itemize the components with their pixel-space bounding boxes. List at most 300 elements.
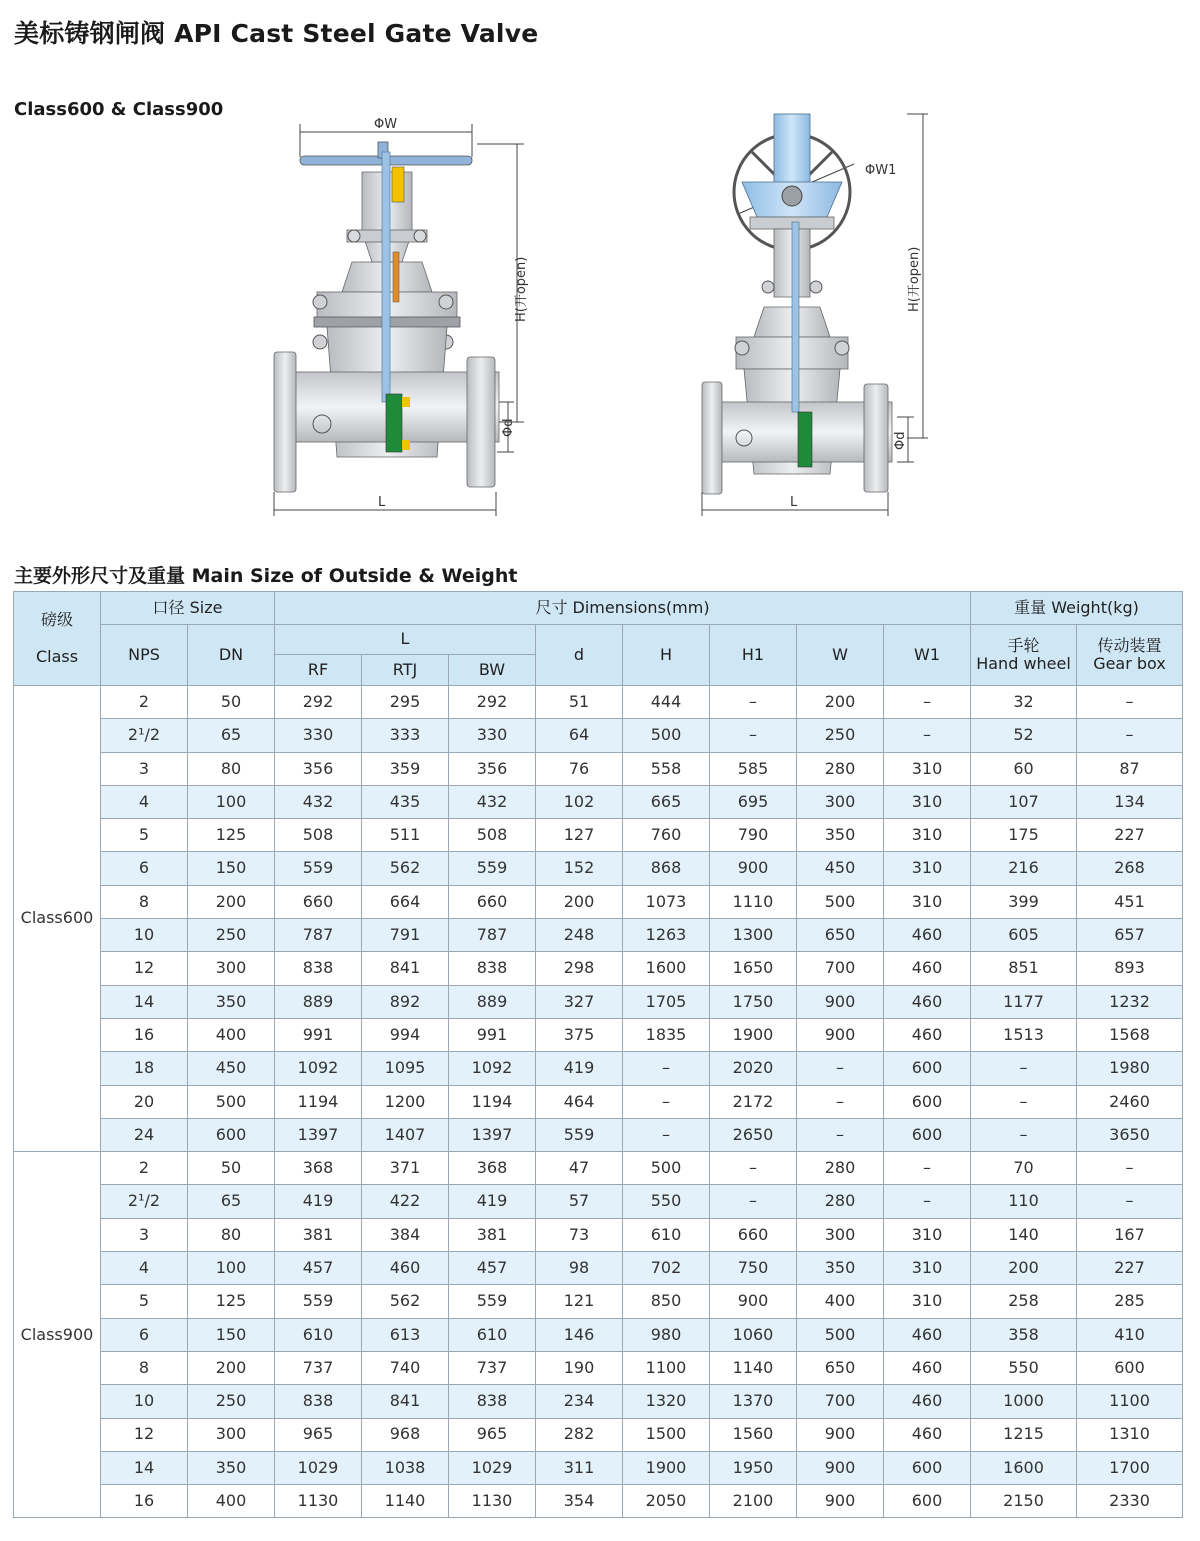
- table-cell: 24: [101, 1118, 188, 1151]
- table-cell: 330: [449, 719, 536, 752]
- table-cell: 64: [536, 719, 623, 752]
- table-cell: 310: [884, 1218, 971, 1251]
- table-cell: 511: [362, 819, 449, 852]
- table-cell: 1029: [449, 1451, 536, 1484]
- class-header: 磅级 Class: [14, 592, 101, 686]
- table-cell: 2330: [1077, 1485, 1183, 1518]
- phi-w1-label: ΦW1: [865, 163, 897, 178]
- table-cell: 500: [623, 719, 710, 752]
- table-cell: 4: [101, 785, 188, 818]
- table-cell: 368: [275, 1152, 362, 1185]
- table-cell: 1194: [449, 1085, 536, 1118]
- table-cell: 695: [710, 785, 797, 818]
- table-cell: 200: [971, 1252, 1077, 1285]
- l-label-2: L: [790, 495, 798, 510]
- table-cell: 900: [710, 1285, 797, 1318]
- table-cell: 1320: [623, 1385, 710, 1418]
- table-row: [14, 885, 1183, 918]
- table-cell: 333: [362, 719, 449, 752]
- table-cell: 1397: [449, 1118, 536, 1151]
- table-cell: 1100: [1077, 1385, 1183, 1418]
- gearbox-header: 传动装置 Gear box: [1077, 625, 1183, 686]
- table-cell: 559: [449, 1285, 536, 1318]
- table-cell: 657: [1077, 919, 1183, 952]
- table-cell: 460: [884, 919, 971, 952]
- table-cell: 381: [449, 1218, 536, 1251]
- table-cell: 889: [449, 985, 536, 1018]
- table-cell: 790: [710, 819, 797, 852]
- table-cell: 400: [797, 1285, 884, 1318]
- section-title: 主要外形尺寸及重量 Main Size of Outside & Weight: [14, 565, 518, 587]
- table-cell: 311: [536, 1451, 623, 1484]
- table-cell: 399: [971, 885, 1077, 918]
- table-cell: –: [797, 1052, 884, 1085]
- table-cell: 1397: [275, 1118, 362, 1151]
- table-cell: 310: [884, 1252, 971, 1285]
- table-cell: 6: [101, 852, 188, 885]
- table-cell: 500: [623, 1152, 710, 1185]
- table-cell: 146: [536, 1318, 623, 1351]
- table-cell: 358: [971, 1318, 1077, 1351]
- table-cell: 150: [188, 852, 275, 885]
- table-cell: 1560: [710, 1418, 797, 1451]
- table-cell: 1263: [623, 919, 710, 952]
- table-cell: 50: [188, 686, 275, 719]
- table-cell: 57: [536, 1185, 623, 1218]
- table-cell: 1092: [449, 1052, 536, 1085]
- table-cell: 1000: [971, 1385, 1077, 1418]
- table-cell: 16: [101, 1485, 188, 1518]
- table-cell: 384: [362, 1218, 449, 1251]
- table-cell: 740: [362, 1351, 449, 1384]
- table-row: [14, 1451, 1183, 1484]
- table-cell: 1513: [971, 1018, 1077, 1051]
- w-header: W: [797, 625, 884, 686]
- table-cell: 700: [797, 952, 884, 985]
- table-cell: 65: [188, 1185, 275, 1218]
- table-cell: 52: [971, 719, 1077, 752]
- table-cell: 310: [884, 852, 971, 885]
- table-cell: 508: [275, 819, 362, 852]
- table-cell: 900: [797, 1485, 884, 1518]
- table-cell: 787: [449, 919, 536, 952]
- table-cell: 460: [884, 985, 971, 1018]
- table-cell: 650: [797, 919, 884, 952]
- table-cell: 460: [884, 1351, 971, 1384]
- table-row: [14, 1318, 1183, 1351]
- table-cell: 559: [449, 852, 536, 885]
- h1-header: H1: [710, 625, 797, 686]
- table-row: [14, 1351, 1183, 1384]
- table-cell: 464: [536, 1085, 623, 1118]
- table-cell: 450: [797, 852, 884, 885]
- table-cell: –: [884, 719, 971, 752]
- table-cell: 600: [884, 1085, 971, 1118]
- table-cell: 285: [1077, 1285, 1183, 1318]
- table-cell: 460: [884, 952, 971, 985]
- table-cell: 167: [1077, 1218, 1183, 1251]
- table-cell: –: [710, 686, 797, 719]
- l-label: L: [378, 495, 386, 510]
- table-cell: 1980: [1077, 1052, 1183, 1085]
- table-cell: 3: [101, 752, 188, 785]
- table-cell: 460: [884, 1018, 971, 1051]
- table-cell: 702: [623, 1252, 710, 1285]
- table-cell: 5: [101, 819, 188, 852]
- table-cell: 32: [971, 686, 1077, 719]
- table-cell: –: [710, 719, 797, 752]
- table-cell: –: [710, 1185, 797, 1218]
- table-cell: 51: [536, 686, 623, 719]
- table-cell: –: [1077, 719, 1183, 752]
- table-cell: 600: [188, 1118, 275, 1151]
- table-row: [14, 985, 1183, 1018]
- table-cell: 665: [623, 785, 710, 818]
- table-cell: 460: [884, 1318, 971, 1351]
- table-cell: 838: [449, 952, 536, 985]
- table-cell: 2020: [710, 1052, 797, 1085]
- table-cell: 292: [449, 686, 536, 719]
- table-cell: 559: [275, 1285, 362, 1318]
- table-cell: 1060: [710, 1318, 797, 1351]
- table-cell: 375: [536, 1018, 623, 1051]
- table-cell: 419: [275, 1185, 362, 1218]
- table-cell: 900: [797, 985, 884, 1018]
- bw-header: BW: [449, 655, 536, 686]
- table-cell: 310: [884, 819, 971, 852]
- table-cell: 280: [797, 1185, 884, 1218]
- table-cell: 968: [362, 1418, 449, 1451]
- table-cell: 354: [536, 1485, 623, 1518]
- table-cell: 562: [362, 1285, 449, 1318]
- table-cell: 327: [536, 985, 623, 1018]
- table-row: [14, 785, 1183, 818]
- table-cell: 280: [797, 752, 884, 785]
- table-cell: 76: [536, 752, 623, 785]
- table-cell: 10: [101, 919, 188, 952]
- table-cell: 2460: [1077, 1085, 1183, 1118]
- table-row: [14, 1118, 1183, 1151]
- table-cell: 20: [101, 1085, 188, 1118]
- table-cell: 460: [884, 1385, 971, 1418]
- table-row: [14, 1052, 1183, 1085]
- table-row: [14, 1218, 1183, 1251]
- table-cell: 450: [188, 1052, 275, 1085]
- table-cell: 850: [623, 1285, 710, 1318]
- table-cell: 1600: [623, 952, 710, 985]
- table-cell: 6: [101, 1318, 188, 1351]
- table-cell: 600: [884, 1485, 971, 1518]
- table-cell: 1140: [710, 1351, 797, 1384]
- table-cell: 2: [101, 686, 188, 719]
- table-cell: 250: [188, 1385, 275, 1418]
- table-row: [14, 852, 1183, 885]
- phi-w-label: ΦW: [374, 117, 398, 132]
- table-cell: 991: [275, 1018, 362, 1051]
- table-cell: 300: [797, 1218, 884, 1251]
- table-cell: 2150: [971, 1485, 1077, 1518]
- table-cell: 750: [710, 1252, 797, 1285]
- h-header: H: [623, 625, 710, 686]
- table-cell: 100: [188, 785, 275, 818]
- weight-header: 重量 Weight(kg): [971, 592, 1183, 625]
- table-cell: 892: [362, 985, 449, 1018]
- table-cell: 152: [536, 852, 623, 885]
- table-cell: 2¹/2: [101, 1185, 188, 1218]
- nps-header: NPS: [101, 625, 188, 686]
- l-header: L: [275, 625, 536, 655]
- table-cell: 893: [1077, 952, 1183, 985]
- table-cell: 1200: [362, 1085, 449, 1118]
- table-cell: 1194: [275, 1085, 362, 1118]
- table-cell: 460: [362, 1252, 449, 1285]
- table-cell: 900: [710, 852, 797, 885]
- table-cell: 258: [971, 1285, 1077, 1318]
- table-cell: 1130: [275, 1485, 362, 1518]
- table-cell: 110: [971, 1185, 1077, 1218]
- table-cell: 600: [884, 1118, 971, 1151]
- table-cell: 994: [362, 1018, 449, 1051]
- table-cell: 600: [884, 1451, 971, 1484]
- table-cell: 419: [536, 1052, 623, 1085]
- table-cell: 600: [1077, 1351, 1183, 1384]
- table-cell: 508: [449, 819, 536, 852]
- table-cell: 1650: [710, 952, 797, 985]
- table-cell: 838: [275, 1385, 362, 1418]
- table-cell: 1177: [971, 985, 1077, 1018]
- table-cell: 1370: [710, 1385, 797, 1418]
- table-cell: 300: [797, 785, 884, 818]
- table-cell: 737: [275, 1351, 362, 1384]
- table-body: [14, 686, 1183, 1518]
- table-cell: 2650: [710, 1118, 797, 1151]
- table-cell: 18: [101, 1052, 188, 1085]
- table-cell: 350: [188, 985, 275, 1018]
- table-row: [14, 1018, 1183, 1051]
- table-cell: 664: [362, 885, 449, 918]
- table-cell: 350: [797, 1252, 884, 1285]
- table-cell: 1407: [362, 1118, 449, 1151]
- class-group-label: Class900: [14, 1152, 101, 1518]
- table-cell: 550: [971, 1351, 1077, 1384]
- table-cell: 422: [362, 1185, 449, 1218]
- table-cell: 1750: [710, 985, 797, 1018]
- table-cell: 562: [362, 852, 449, 885]
- table-cell: 435: [362, 785, 449, 818]
- table-cell: 50: [188, 1152, 275, 1185]
- table-cell: 1095: [362, 1052, 449, 1085]
- table-cell: 200: [188, 885, 275, 918]
- table-cell: 980: [623, 1318, 710, 1351]
- handwheel-header: 手轮 Hand wheel: [971, 625, 1077, 686]
- table-cell: 356: [275, 752, 362, 785]
- table-cell: 1073: [623, 885, 710, 918]
- table-cell: 760: [623, 819, 710, 852]
- table-cell: 47: [536, 1152, 623, 1185]
- size-weight-table: [13, 591, 1183, 1518]
- table-cell: –: [884, 1185, 971, 1218]
- table-cell: 585: [710, 752, 797, 785]
- table-cell: 838: [275, 952, 362, 985]
- class-subtitle: Class600 & Class900: [14, 99, 224, 120]
- table-cell: 400: [188, 1018, 275, 1051]
- table-cell: –: [1077, 1152, 1183, 1185]
- table-cell: 419: [449, 1185, 536, 1218]
- table-cell: 1038: [362, 1451, 449, 1484]
- table-cell: 500: [797, 885, 884, 918]
- table-cell: 200: [188, 1351, 275, 1384]
- phi-d-label: Φd: [501, 418, 516, 437]
- table-cell: 10: [101, 1385, 188, 1418]
- table-cell: 234: [536, 1385, 623, 1418]
- table-cell: 660: [275, 885, 362, 918]
- table-cell: 610: [449, 1318, 536, 1351]
- rf-header: RF: [275, 655, 362, 686]
- table-cell: 268: [1077, 852, 1183, 885]
- table-cell: –: [884, 686, 971, 719]
- table-cell: 80: [188, 752, 275, 785]
- table-cell: 200: [536, 885, 623, 918]
- table-cell: 2172: [710, 1085, 797, 1118]
- table-cell: 2100: [710, 1485, 797, 1518]
- dimensions-header: 尺寸 Dimensions(mm): [275, 592, 971, 625]
- table-cell: 660: [710, 1218, 797, 1251]
- table-cell: 292: [275, 686, 362, 719]
- table-cell: 1300: [710, 919, 797, 952]
- table-cell: –: [971, 1085, 1077, 1118]
- table-cell: 1600: [971, 1451, 1077, 1484]
- h-open-label: H(开open): [514, 256, 529, 322]
- table-cell: 991: [449, 1018, 536, 1051]
- table-cell: 410: [1077, 1318, 1183, 1351]
- table-cell: 613: [362, 1318, 449, 1351]
- table-cell: 125: [188, 1285, 275, 1318]
- table-cell: 432: [275, 785, 362, 818]
- table-cell: 550: [623, 1185, 710, 1218]
- table-cell: 3: [101, 1218, 188, 1251]
- table-cell: 87: [1077, 752, 1183, 785]
- table-cell: 60: [971, 752, 1077, 785]
- table-row: [14, 752, 1183, 785]
- table-cell: –: [710, 1152, 797, 1185]
- table-row: [14, 819, 1183, 852]
- table-cell: 457: [449, 1252, 536, 1285]
- table-row: [14, 1185, 1183, 1218]
- phi-d-label-2: Φd: [893, 431, 908, 450]
- table-cell: 280: [797, 1152, 884, 1185]
- table-cell: 216: [971, 852, 1077, 885]
- table-cell: 610: [275, 1318, 362, 1351]
- table-cell: 1700: [1077, 1451, 1183, 1484]
- table-cell: 125: [188, 819, 275, 852]
- w1-header: W1: [884, 625, 971, 686]
- table-cell: 65: [188, 719, 275, 752]
- table-cell: –: [971, 1118, 1077, 1151]
- table-cell: 310: [884, 885, 971, 918]
- table-cell: 150: [188, 1318, 275, 1351]
- table-cell: 3650: [1077, 1118, 1183, 1151]
- table-cell: 250: [188, 919, 275, 952]
- table-cell: 1232: [1077, 985, 1183, 1018]
- table-cell: 356: [449, 752, 536, 785]
- table-cell: 838: [449, 1385, 536, 1418]
- table-cell: 295: [362, 686, 449, 719]
- table-cell: –: [623, 1118, 710, 1151]
- table-cell: 451: [1077, 885, 1183, 918]
- table-cell: 2050: [623, 1485, 710, 1518]
- table-row: [14, 719, 1183, 752]
- table-cell: 1140: [362, 1485, 449, 1518]
- table-row: [14, 1385, 1183, 1418]
- table-cell: 444: [623, 686, 710, 719]
- table-cell: 460: [884, 1418, 971, 1451]
- table-cell: –: [1077, 1185, 1183, 1218]
- table-row: [14, 919, 1183, 952]
- handwheel-valve-drawing: [262, 112, 532, 522]
- table-cell: –: [797, 1085, 884, 1118]
- table-cell: 300: [188, 1418, 275, 1451]
- table-cell: 500: [797, 1318, 884, 1351]
- dn-header: DN: [188, 625, 275, 686]
- table-cell: –: [1077, 686, 1183, 719]
- table-cell: –: [884, 1152, 971, 1185]
- table-cell: 1500: [623, 1418, 710, 1451]
- table-cell: 610: [623, 1218, 710, 1251]
- table-cell: 1568: [1077, 1018, 1183, 1051]
- table-cell: 140: [971, 1218, 1077, 1251]
- table-cell: –: [623, 1052, 710, 1085]
- table-cell: 1900: [623, 1451, 710, 1484]
- table-cell: 70: [971, 1152, 1077, 1185]
- table-cell: 102: [536, 785, 623, 818]
- table-cell: –: [623, 1085, 710, 1118]
- table-cell: 851: [971, 952, 1077, 985]
- table-cell: 1705: [623, 985, 710, 1018]
- table-cell: 2: [101, 1152, 188, 1185]
- table-cell: 1310: [1077, 1418, 1183, 1451]
- table-cell: 1900: [710, 1018, 797, 1051]
- table-cell: 2¹/2: [101, 719, 188, 752]
- class-group-label: Class600: [14, 686, 101, 1152]
- table-cell: 298: [536, 952, 623, 985]
- table-cell: 73: [536, 1218, 623, 1251]
- table-cell: 660: [449, 885, 536, 918]
- table-cell: 14: [101, 1451, 188, 1484]
- table-cell: 737: [449, 1351, 536, 1384]
- table-cell: 965: [275, 1418, 362, 1451]
- table-cell: 227: [1077, 819, 1183, 852]
- table-cell: 559: [536, 1118, 623, 1151]
- table-cell: 127: [536, 819, 623, 852]
- table-cell: 787: [275, 919, 362, 952]
- table-cell: 368: [449, 1152, 536, 1185]
- table-cell: 227: [1077, 1252, 1183, 1285]
- page-title: 美标铸钢闸阀 API Cast Steel Gate Valve: [14, 19, 539, 48]
- table-cell: 1130: [449, 1485, 536, 1518]
- table-cell: 1215: [971, 1418, 1077, 1451]
- table-cell: 4: [101, 1252, 188, 1285]
- table-cell: 500: [188, 1085, 275, 1118]
- table-row: [14, 952, 1183, 985]
- table-cell: 8: [101, 1351, 188, 1384]
- table-cell: 1100: [623, 1351, 710, 1384]
- table-row: [14, 1152, 1183, 1185]
- table-cell: 16: [101, 1018, 188, 1051]
- table-cell: 889: [275, 985, 362, 1018]
- table-cell: 791: [362, 919, 449, 952]
- table-cell: 868: [623, 852, 710, 885]
- table-row: [14, 1085, 1183, 1118]
